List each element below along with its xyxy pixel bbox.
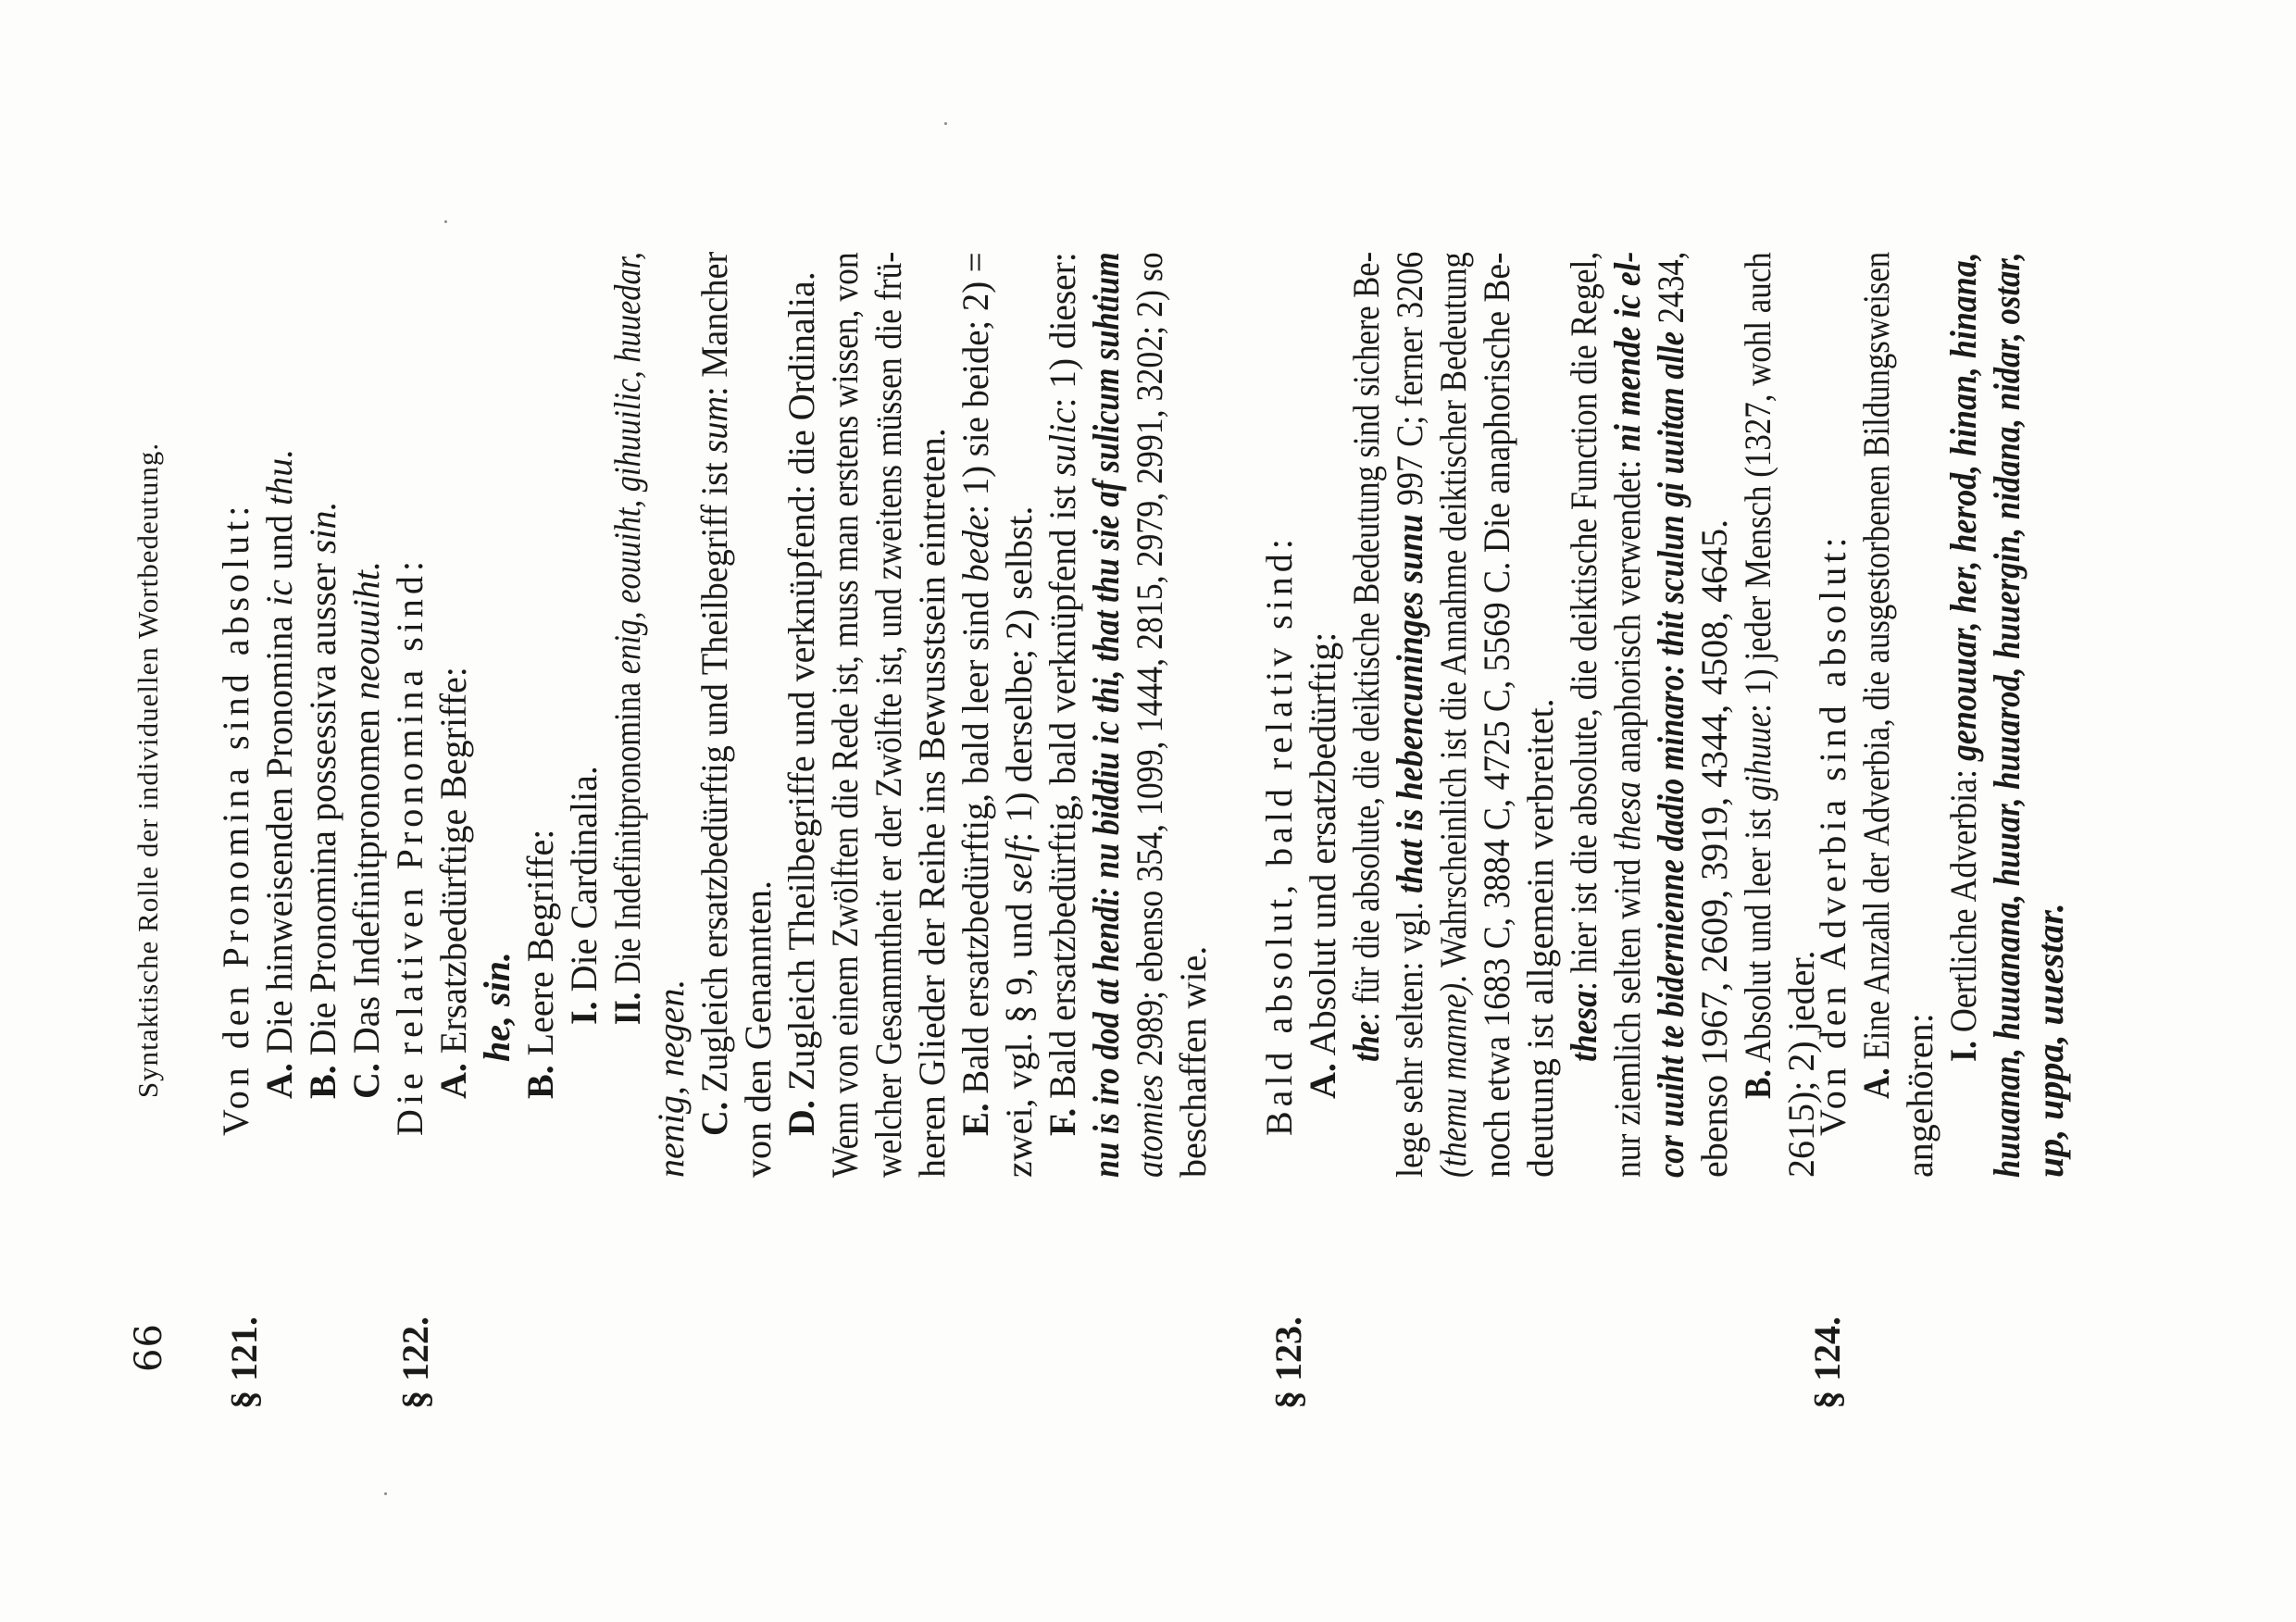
text-line: atomies 2989; ebenso 354, 1099, 1444, 2815, 2979, 2991, 3202; 2) so [1129, 252, 1170, 1178]
text-line: nu is iro dod at hendi: nu biddiu ic thi, that thu sie af sulicum suhtium [1085, 252, 1127, 1178]
text-line: (themu manne). Wahrscheinlich ist die Annahme deiktischer Bedeutung [1432, 252, 1474, 1178]
section-123-marker: § 123. [1267, 1316, 1309, 1409]
scan-speck [944, 122, 947, 125]
text-line: zwei, vgl. § 9, und self: 1) derselbe; 2) selbst. [998, 505, 1040, 1178]
text-line: heren Glieder der Reihe ins Bewusstsein eintreten. [911, 428, 953, 1178]
text-line: II. Die Indefinitpronomina enig, eouuiht, gihuuilic, huuedar, [606, 252, 648, 1025]
scan-speck [384, 1492, 387, 1495]
text-line: D. Zugleich Theilbegriffe und verknüpfend: die Ordinalia. [780, 271, 822, 1136]
text-line: lege sehr selten: vgl. that is hebencuninges sunu 997 C; ferner 3206 [1389, 251, 1430, 1178]
text-line: the: für die absolute, die deiktische Bedeutung sind sichere Be- [1345, 251, 1387, 1062]
text-line: noch etwa 1683 C, 3884 C, 4725 C, 5569 C. Die anaphorische Be- [1476, 252, 1517, 1178]
text-line: Von den Adverbia sind absolut: [1812, 532, 1853, 1136]
text-line: B. Leere Begriffe: [519, 829, 561, 1099]
text-line: A. Ersatzbedürftige Begriffe: [432, 667, 474, 1099]
running-title: Syntaktische Rolle der individuellen Wortbedeutung. [131, 442, 164, 1099]
text-line: nenig, negen. [650, 979, 692, 1178]
text-line: A. Die hinweisenden Pronomina ic und thu. [258, 448, 300, 1099]
text-line: Die relativen Pronomina sind: [389, 555, 430, 1136]
text-line: Wenn von einem Zwölften die Rede ist, muss man erstens wissen, von [824, 252, 866, 1178]
text-line: ebenso 1967, 2609, 3919, 4344, 4508, 4645. [1693, 518, 1735, 1178]
text-line: C. Das Indefinitpronomen neouuiht. [345, 560, 387, 1099]
text-line: welcher Gesammtheit er der Zwölfte ist, und zweitens müssen die frü- [867, 251, 909, 1178]
text-line: Bald absolut, bald relativ sind: [1258, 534, 1300, 1136]
text-line: angehören: [1899, 1013, 1940, 1178]
text-line: he, sin. [476, 952, 518, 1062]
text-line: I. Die Cardinalia. [563, 766, 605, 1025]
text-line: F. Bald ersatzbedürftig, bald verknüpfend ist sulic: 1) dieser: [1042, 252, 1083, 1136]
text-line: huuanan, huuanana, huuar, huuarod, huuergin, nidana, nidar, ostar, [1986, 252, 2028, 1178]
text-line: A. Absolut und ersatzbedürftig: [1302, 631, 1343, 1099]
section-122-marker: § 122. [394, 1316, 436, 1409]
section-124-marker: § 124. [1806, 1316, 1848, 1409]
text-line: nur ziemlich selten wird thesa anaphorisch verwendet: ni mende ic el- [1606, 251, 1648, 1178]
text-line: beschaffen wie. [1172, 945, 1214, 1178]
text-line: cor uuiht te bidernienne dadio minaro: thit sculun gi uuitan alle 2434, [1650, 251, 1691, 1178]
text-line: deutung ist allgemein verbreitet. [1519, 698, 1561, 1178]
text-line: von den Genannten. [737, 880, 779, 1178]
text-line: Von den Pronomina sind absolut: [215, 501, 256, 1136]
text-line: B. Absolut und leer ist gihuue: 1) jeder Mensch (1327, wohl auch [1737, 252, 1778, 1099]
text-line: thesa: hier ist die absolute, die deiktische Function die Regel, [1563, 251, 1604, 1062]
page-number: 66 [128, 1323, 170, 1372]
text-line: A. Eine Anzahl der Adverbia, die ausgestorbenen Bildungsweisen [1855, 251, 1897, 1099]
text-line: B. Die Pronomina possessiva ausser sin. [302, 501, 343, 1099]
text-line: up, uppa, uuestar. [2029, 903, 2071, 1178]
scan-speck [444, 220, 447, 223]
section-121-marker: § 121. [223, 1316, 265, 1409]
text-line: I. Oertliche Adverbia: genouuar, her, herod, hinan, hinana, [1942, 252, 1984, 1062]
text-line: E. Bald ersatzbedürftig, bald leer sind bede: 1) sie beide; 2) = [955, 252, 996, 1136]
text-line: 2615); 2) jeder. [1780, 950, 1822, 1178]
text-line: C. Zugleich ersatzbedürftig und Theilbegriff ist sum: Mancher [693, 251, 735, 1136]
